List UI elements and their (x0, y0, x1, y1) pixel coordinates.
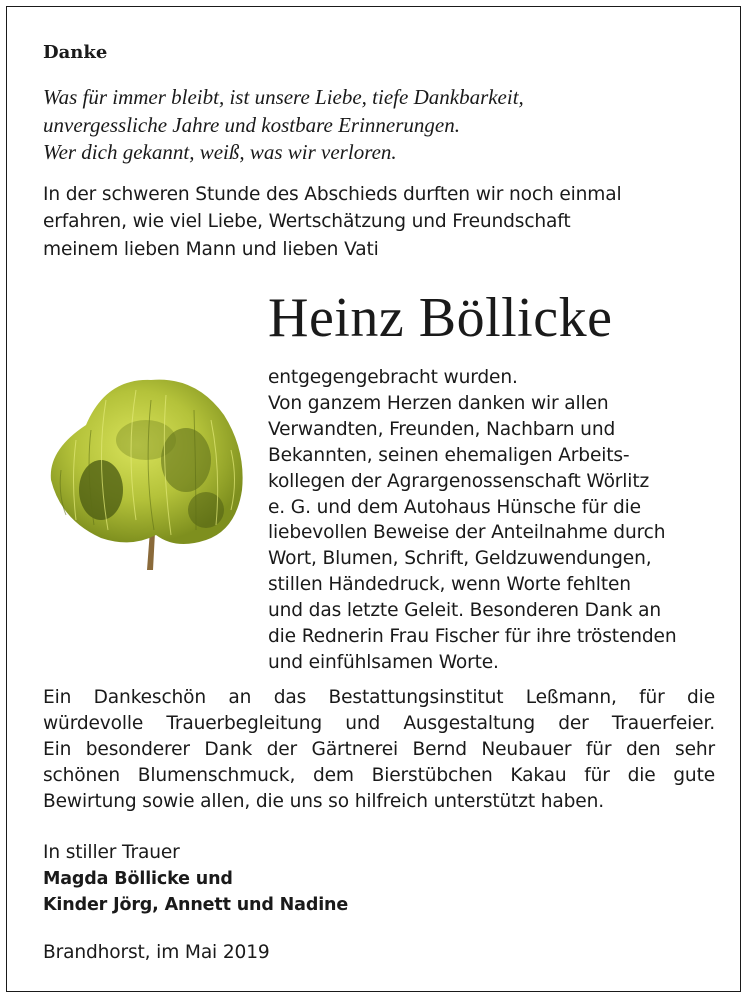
signature-line: Kinder Jörg, Annett und Nadine (43, 895, 349, 915)
text-line: Wort, Blumen, Schrift, Geldzuwendungen, (268, 548, 652, 570)
text-line: und das letzte Geleit. Besonderen Dank an (268, 600, 661, 622)
text-line: und einfühlsamen Worte. (268, 651, 499, 673)
text-line: Verwandten, Freunden, Nachbarn und (268, 418, 616, 440)
signature-line: Magda Böllicke und (43, 869, 233, 889)
text-line: e. G. und dem Autohaus Hünsche für die (268, 496, 641, 518)
text-line: schönen Blumenschmuck, dem Bierstübchen Kakau für die gute (43, 764, 715, 786)
poem-line: unvergessliche Jahre und kostbare Erinnerungen. (43, 112, 460, 137)
text-line: Bewirtung sowie allen, die uns so hilfreich unterstützt haben. (43, 790, 604, 812)
poem (43, 84, 723, 167)
intro-text (43, 181, 622, 263)
text-line: die Rednerin Frau Fischer für ihre tröstenden (268, 626, 677, 648)
willow-tree-image (46, 370, 251, 575)
signature-block (43, 840, 348, 918)
poem-line: Wer dich gekannt, weiß, was wir verloren. (43, 140, 397, 164)
deceased-name: Heinz Böllicke (268, 287, 613, 349)
text-line: Ein besonderer Dank der Gärtnerei Bernd Neubauer für den sehr (43, 738, 715, 760)
intro-line: meinem lieben Mann und lieben Vati (43, 238, 379, 260)
notice-heading: Danke (43, 42, 108, 63)
thanks-text-full (43, 685, 715, 815)
text-line: Bekannten, seinen ehemaligen Arbeits- (268, 444, 630, 466)
text-line: stillen Händedruck, wenn Worte fehlten (268, 574, 631, 596)
poem-line: Was für immer bleibt, ist unsere Liebe, tiefe Dankbarkeit, (43, 85, 524, 109)
thanks-text-right (268, 365, 676, 676)
text-line: liebevollen Beweise der Anteilnahme durch (268, 522, 666, 544)
place-date: Brandhorst, im Mai 2019 (43, 942, 270, 963)
text-line: würdevolle Trauerbegleitung und Ausgestaltung der Trauerfeier. (43, 712, 715, 734)
text-line: entgegengebracht wurden. (268, 367, 518, 388)
text-line: kollegen der Agrargenossenschaft Wörlitz (268, 470, 650, 492)
text-line: Von ganzem Herzen danken wir allen (268, 392, 609, 414)
intro-line: In der schweren Stunde des Abschieds durften wir noch einmal (43, 184, 622, 205)
text-line: Ein Dankeschön an das Bestattungsinstitut Leßmann, für die (43, 687, 715, 708)
intro-line: erfahren, wie viel Liebe, Wertschätzung und Freundschaft (43, 211, 571, 233)
signature-intro: In stiller Trauer (43, 842, 180, 863)
